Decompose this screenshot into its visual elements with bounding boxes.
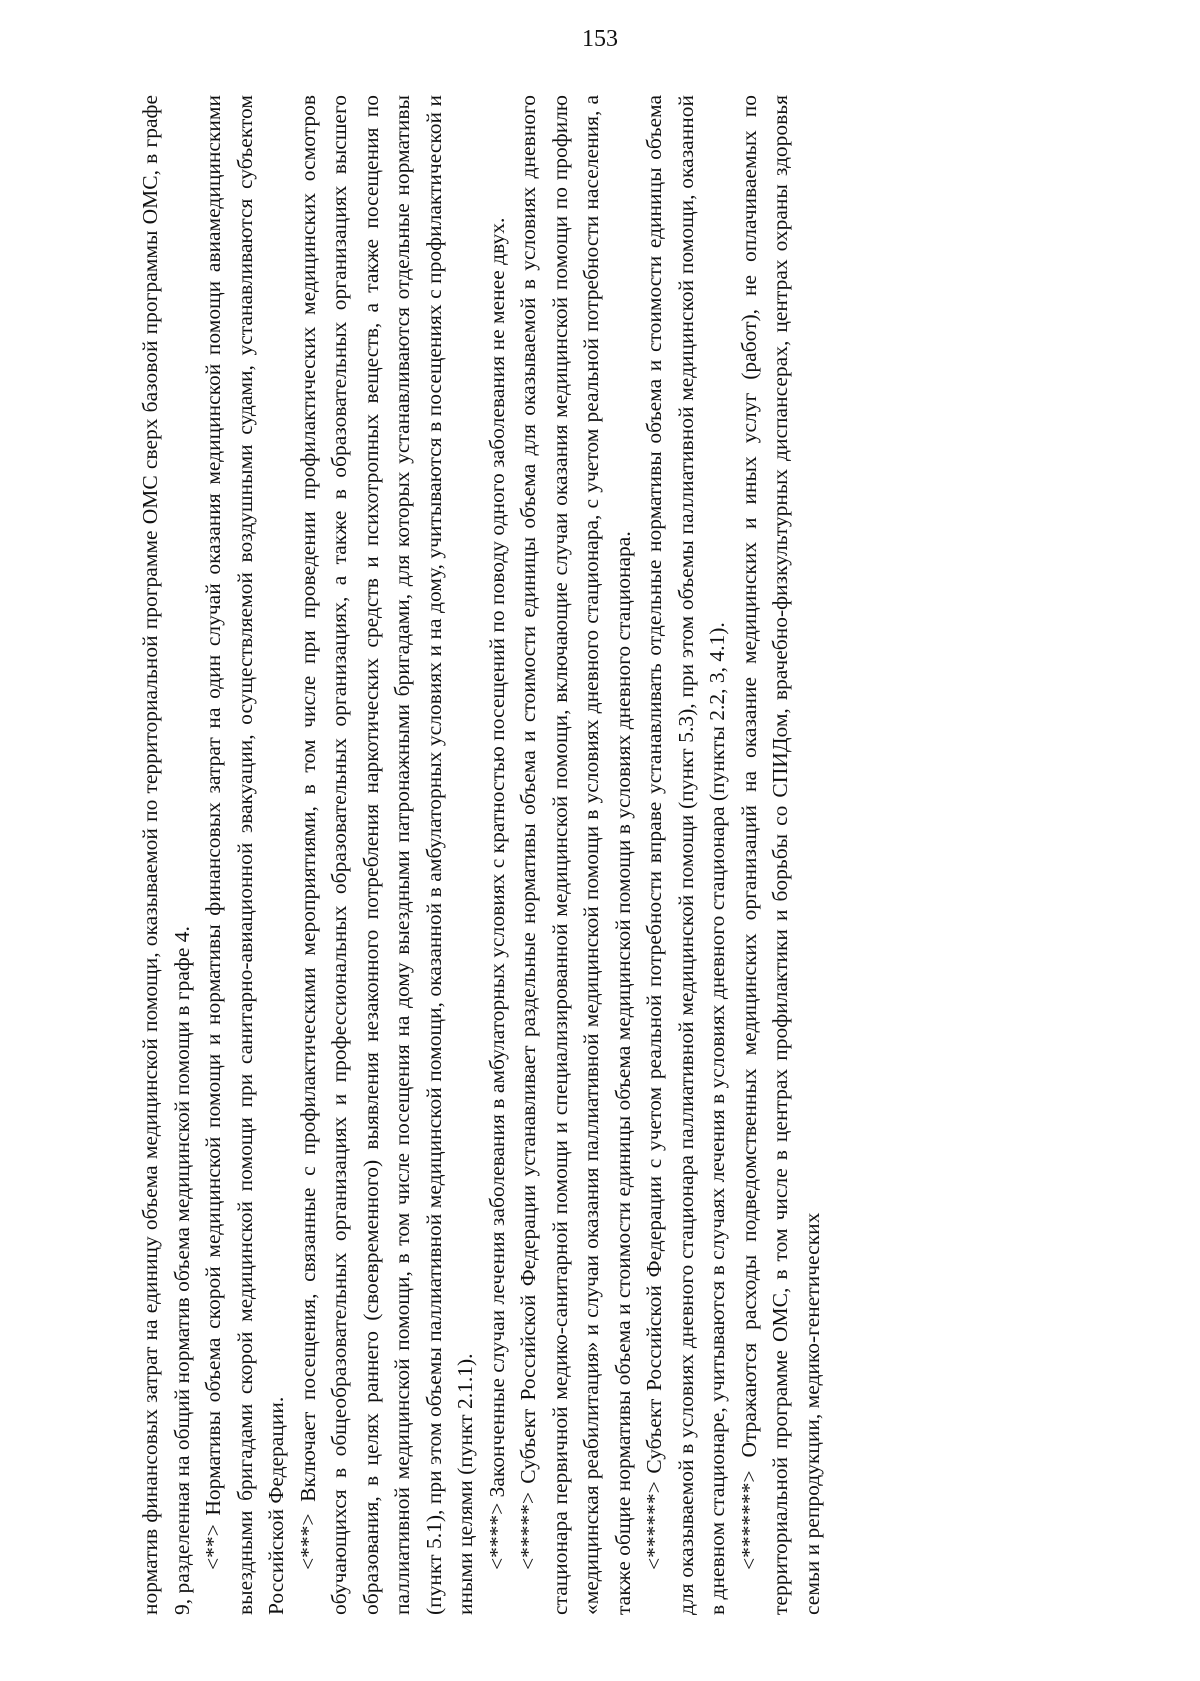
paragraph-4: <****> Законченные случаи лечения заболевания в амбулаторных условиях с кратностью посещений по поводу одного заболевания не менее двух. [484, 217, 509, 1570]
paragraph-6: <******> Субъект Российской Федерации с учетом реальной потребности вправе устанавливать отдельные нормативы объема и стоимости единицы объема для оказываемой в условиях дневного стационара паллиативной медицинской помощи (пункт 5.3), при этом объемы паллиативной медицинской помощи, оказанной в дневном стационаре, учитываются в случаях лечения в условиях дневного стационара (пункты 2.2, 3, 4.1). [642, 95, 729, 1615]
paragraph-5: <*****> Субъект Российской Федерации устанавливает раздельные нормативы объема и стоимости единицы объема для оказываемой в условиях дневного стационара первичной медико-санитарной помощи и специализированной медицинской помощи, включающие случаи оказания медицинской помощи по профилю «медицинская реабилитация» и случаи оказания паллиативной медицинской помощи в условиях дневного стационара, с учетом реальной потребности населения, а также общие нормативы объема и стоимости единицы объема медицинской помощи в условиях дневного стационара. [516, 95, 635, 1615]
page-number: 153 [582, 26, 618, 52]
rotated-text-block [135, 95, 1125, 1615]
paragraph-2: <**> Нормативы объема скорой медицинской помощи и нормативы финансовых затрат на один случай оказания медицинской помощи авиамедицинскими выездными бригадами скорой медицинской помощи при санитарно-авиационной эвакуации, осуществляемой воздушными судами, устанавливаются субъектом Российской Федерации. [201, 95, 288, 1615]
paragraph-7: <*******> Отражаются расходы подведомственных медицинских организаций на оказание медицинских и иных услуг (работ), не оплачиваемых по территориальной программе ОМС, в том числе в центрах профилактики и борьбы со СПИДом, врачебно-физкультурных диспансерах, центрах охраны здоровья семьи и репродукции, медико-генетических [736, 95, 824, 1615]
document-body [135, 95, 1125, 1615]
paragraph-1: норматив финансовых затрат на единицу объема медицинской помощи, оказываемой по территориальной программе ОМС сверх базовой программы ОМС, в графе 9, разделенная на общий норматив объема медицинской помощи в графе 4. [138, 95, 194, 1615]
paragraph-3: <***> Включает посещения, связанные с профилактическими мероприятиями, в том числе при проведении профилактических медицинских осмотров обучающихся в общеобразовательных организациях и профессиональных образовательных организациях, а также в образовательных организациях высшего образования, в целях раннего (своевременного) выявления незаконного потребления наркотических средств и психотропных веществ, а также посещения по паллиативной медицинской помощи, в том числе посещения на дому выездными патронажными бригадами, для которых устанавливаются отдельные нормативы (пункт 5.1), при этом объемы паллиативной медицинской помощи, оказанной в амбулаторных условиях и на дому, учитываются в посещениях с профилактической и иными целями (пункт 2.1.1). [295, 95, 477, 1615]
